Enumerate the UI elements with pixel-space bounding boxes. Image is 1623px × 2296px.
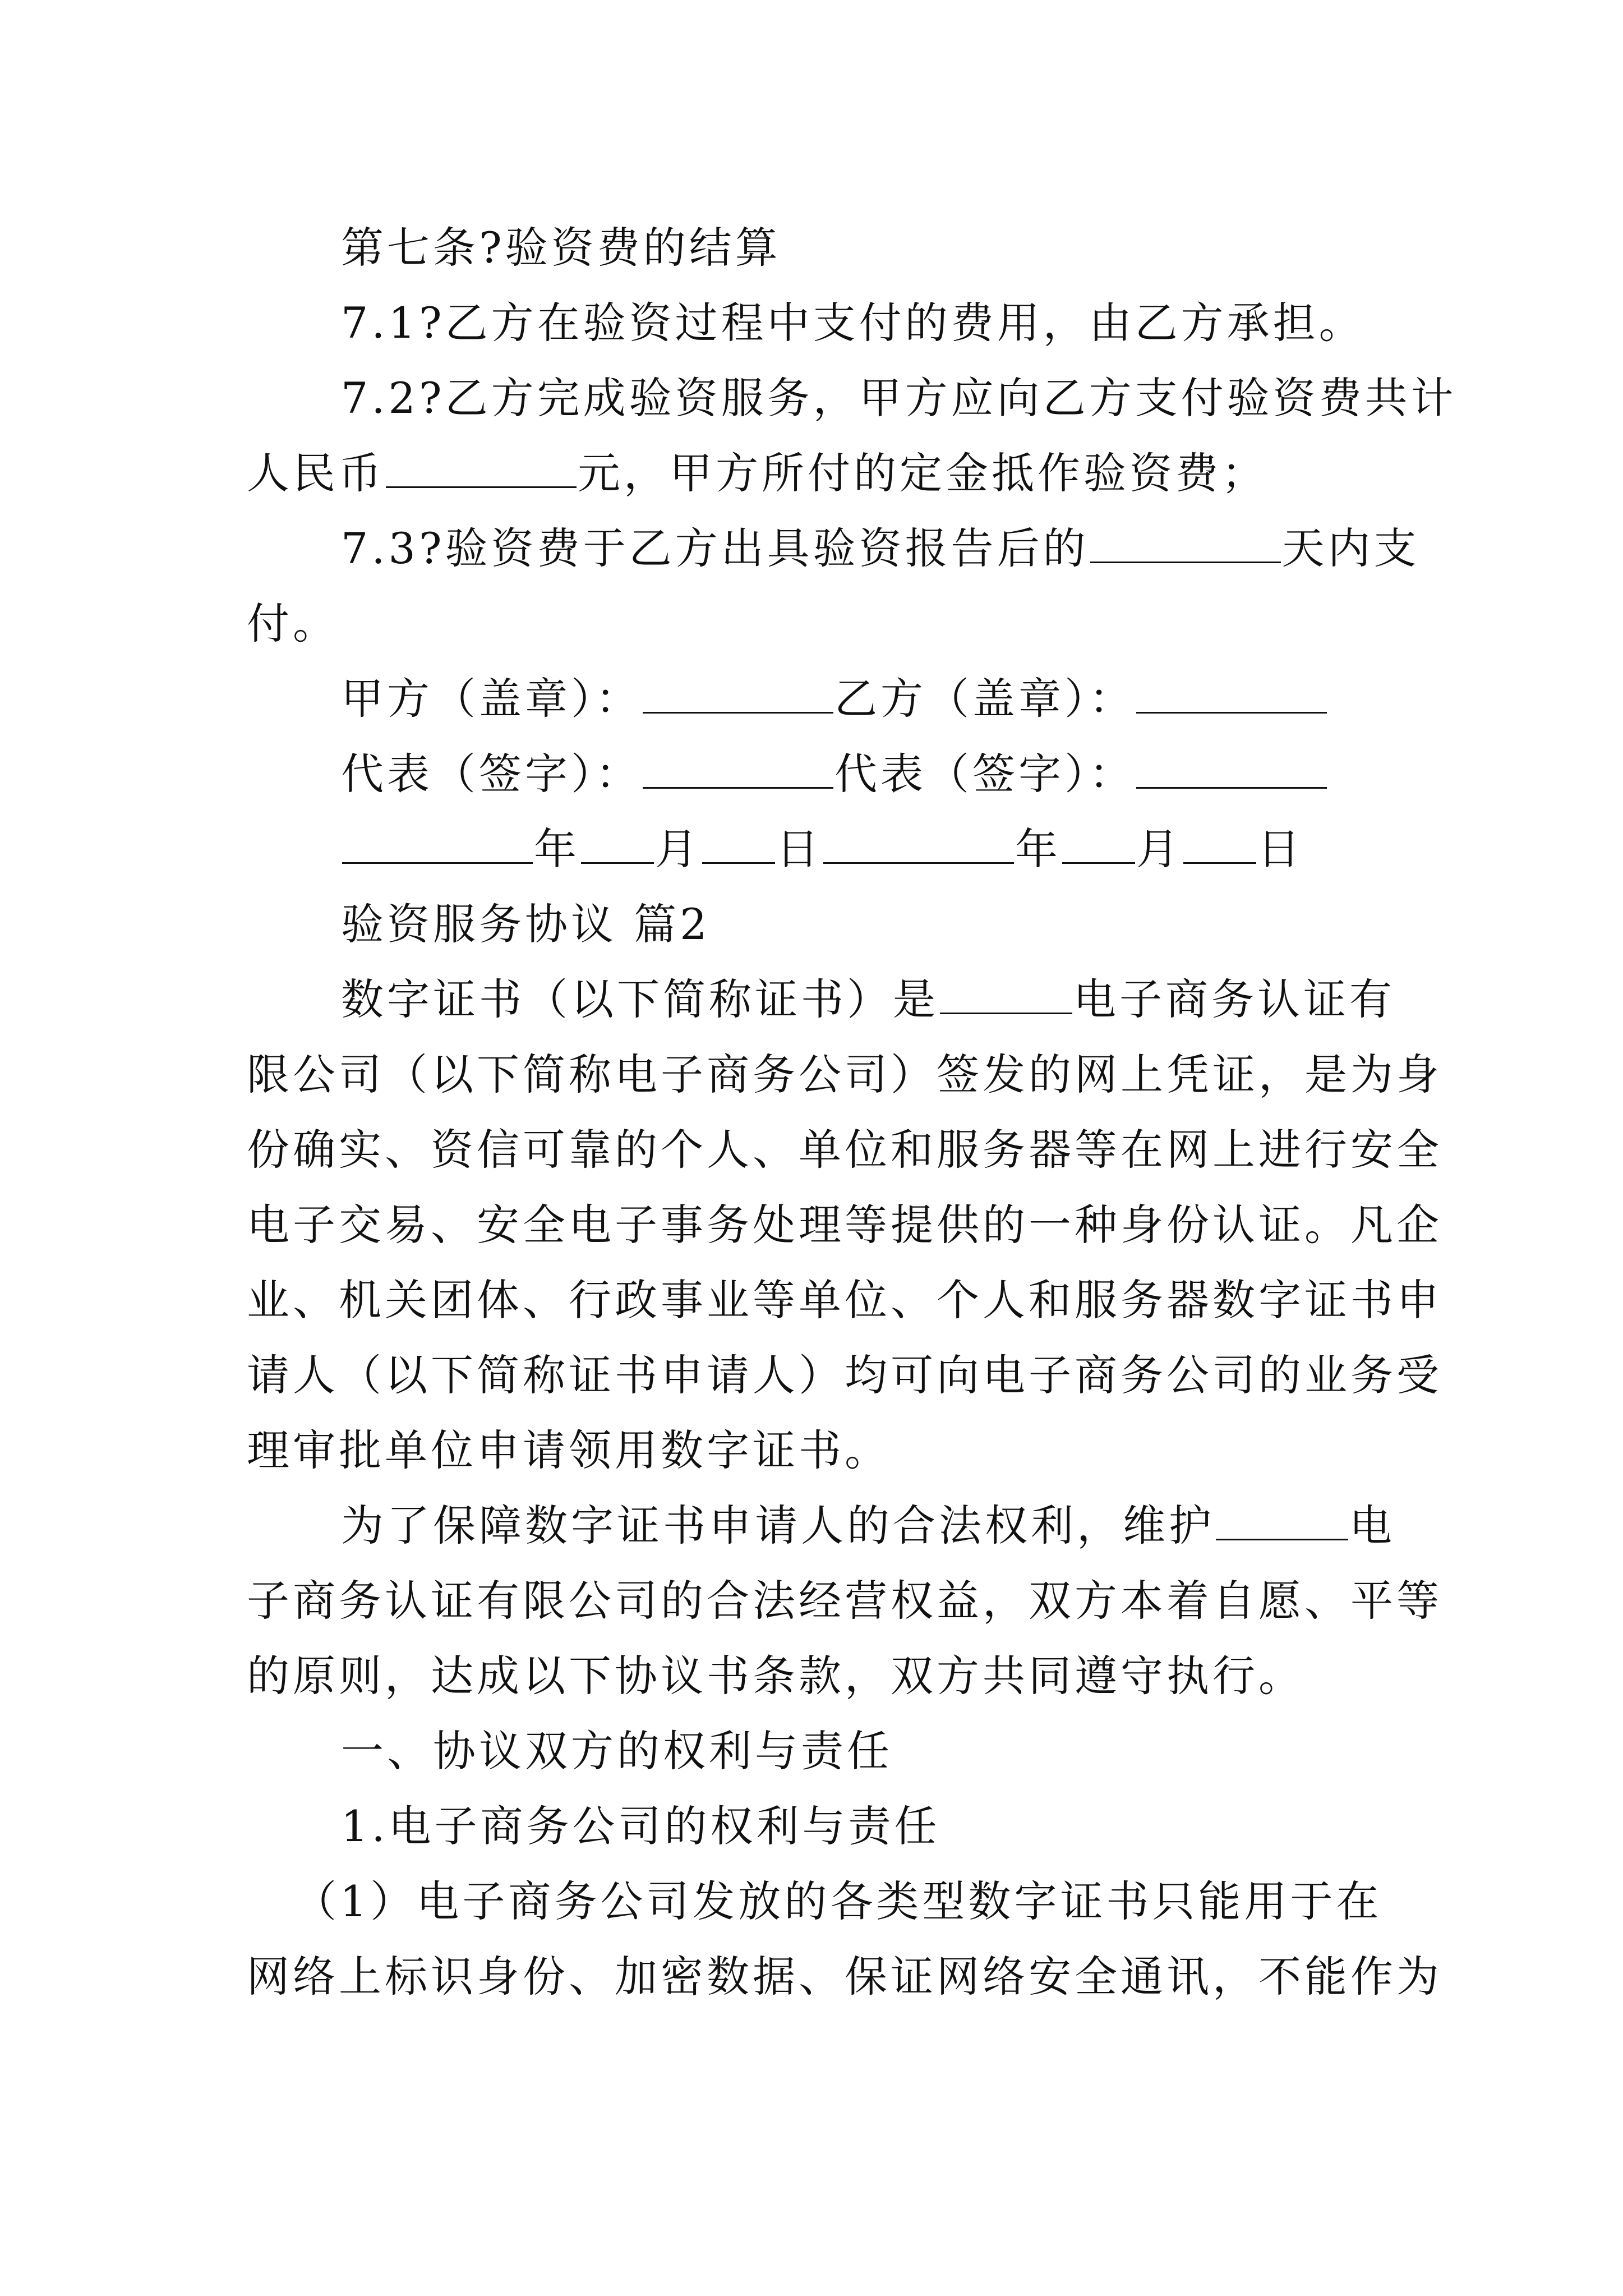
paragraph-1-line-1: 数字证书（以下简称证书）是 电子商务认证有	[341, 974, 1395, 1024]
heading-rights-responsibilities: 一、协议双方的权利与责任	[341, 1726, 893, 1776]
representative-line: 代表（签字）： 代表（签字）：	[247, 737, 1385, 812]
day-b-blank	[1183, 825, 1256, 864]
days-blank	[1090, 524, 1281, 563]
year-b-blank	[823, 825, 1014, 864]
paragraph-2-line-1: 为了保障数字证书申请人的合法权利，维护 电	[341, 1501, 1395, 1550]
article-7-item-1: 7.1?乙方在验资过程中支付的费用，由乙方承担。	[341, 298, 1365, 348]
heading-company-rights: 1.电子商务公司的权利与责任	[341, 1801, 940, 1851]
party-a-seal-blank	[643, 675, 833, 714]
paragraph-1-line-5: 业、机关团体、行政事业等单位、个人和服务器数字证书申	[247, 1275, 1442, 1325]
day-a-blank	[702, 825, 775, 864]
article-7-item-2-line-1: 7.2?乙方完成验资服务，甲方应向乙方支付验资费共计	[341, 373, 1457, 423]
rep-a-signature-blank	[643, 750, 833, 789]
month-b-blank	[1062, 825, 1135, 864]
section-2-title: 验资服务协议 篇2	[341, 899, 711, 949]
article-7-item-3-line-2: 付。	[247, 599, 339, 648]
document-body	[247, 210, 1457, 2014]
article-7-item-2-line-2: 人民币 元，甲方所付的定金抵作验资费；	[247, 448, 1267, 498]
company-name-blank-2	[1216, 1502, 1348, 1540]
paragraph-2-line-3: 的原则，达成以下协议书条款，双方共同遵守执行。	[247, 1651, 1304, 1701]
party-b-seal-blank	[1136, 675, 1327, 714]
year-a-blank	[342, 825, 533, 864]
paragraph-1-line-4: 电子交易、安全电子事务处理等提供的一种身份认证。凡企	[247, 1200, 1442, 1250]
rep-b-signature-blank	[1136, 750, 1327, 789]
article-7-heading: 第七条?验资费的结算	[341, 223, 781, 273]
month-a-blank	[581, 825, 654, 864]
seal-line: 甲方（盖章）： 乙方（盖章）：	[247, 661, 1385, 737]
paragraph-1-line-7: 理审批单位申请领用数字证书。	[247, 1425, 891, 1475]
paragraph-1-line-2: 限公司（以下简称电子商务公司）签发的网上凭证，是为身	[247, 1050, 1442, 1099]
article-7-item-3-line-1: 7.3?验资费于乙方出具验资报告后的 天内支	[341, 523, 1420, 573]
paragraph-3-line-2: 网络上标识身份、加密数据、保证网络安全通讯，不能作为	[247, 1952, 1442, 2001]
date-line: 年 月 日 年 月 日	[247, 812, 1385, 887]
company-name-blank	[940, 976, 1072, 1014]
paragraph-2-line-2: 子商务认证有限公司的合法经营权益，双方本着自愿、平等	[247, 1576, 1442, 1626]
paragraph-1-line-3: 份确实、资信可靠的个人、单位和服务器等在网上进行安全	[247, 1125, 1442, 1175]
paragraph-1-line-6: 请人（以下简称证书申请人）均可向电子商务公司的业务受	[247, 1350, 1442, 1400]
amount-blank	[386, 449, 577, 488]
paragraph-3-line-1: （1）电子商务公司发放的各类型数字证书只能用于在	[294, 1876, 1382, 1926]
